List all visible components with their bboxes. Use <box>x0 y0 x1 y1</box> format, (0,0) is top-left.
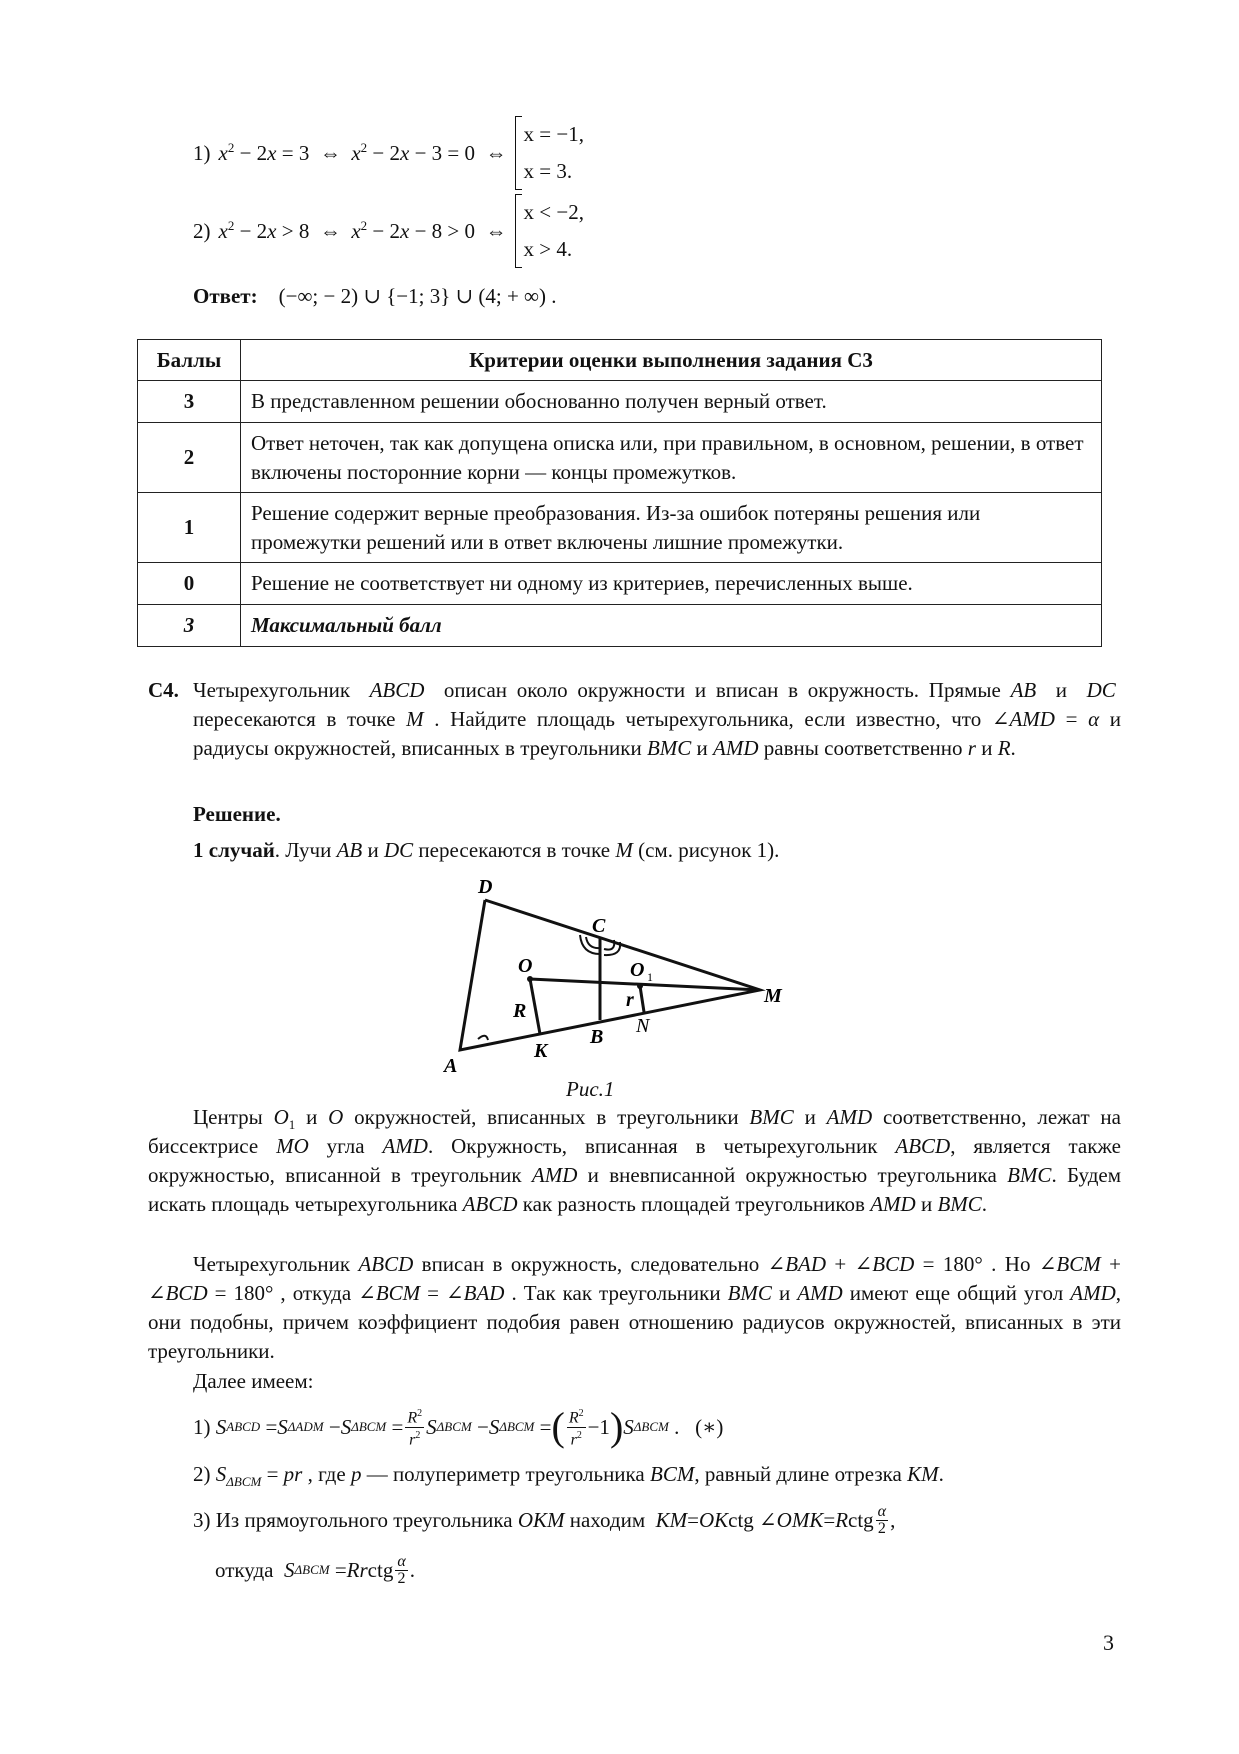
formula-2: 2) $S_{\Delta BCM}$ = pr , где p — полупериметр треугольника BCM, равный длине отрезка KM. <box>193 1462 944 1489</box>
table-row: 2 Ответ неточен, так как допущена описка или, при правильном, в основном, решении, в ответ включены посторонние корни — концы промежутков. <box>138 423 1102 493</box>
table-row: 1 Решение содержит верные преобразования. Из-за ошибок потеряны решения или промежутки решений или в ответ включены лишние промежутки. <box>138 493 1102 563</box>
radius-o1n <box>640 986 644 1012</box>
angle-a-arc <box>478 1036 488 1040</box>
table-header-row <box>138 340 1102 381</box>
header-criteria: Критерии оценки выполнения задания С3 <box>241 340 1102 381</box>
radius-ok <box>530 979 540 1034</box>
table-row: 0 Решение не соответствует ни одному из критериев, перечисленных выше. <box>138 563 1102 605</box>
bisector-mo <box>530 979 760 990</box>
angle-c-arc-2 <box>586 937 600 948</box>
label-a: A <box>444 1055 458 1077</box>
header-score: Баллы <box>138 340 241 381</box>
formula-4: откуда S ΔBCM = Rr ctg $\frac{\alpha}{2}$ . <box>215 1552 415 1587</box>
equation-2: 2) $x^2 - 2x > 8$ ⇔ $x^2 - 2x - 8 > 0$ ⇔ x < −2, x > 4. <box>193 193 584 269</box>
label-r-big: R <box>513 1000 527 1022</box>
figure-caption: Рис.1 <box>566 1077 615 1101</box>
label-b: B <box>590 1026 604 1048</box>
label-d: D <box>478 876 493 898</box>
label-o1-sub: 1 <box>647 970 653 984</box>
label-k: K <box>534 1040 548 1062</box>
table-row: 3 В представленном решении обоснованно получен верный ответ. <box>138 381 1102 423</box>
label-n: N <box>636 1015 650 1037</box>
system-2: x < −2, x > 4. <box>515 194 584 268</box>
label-c: C <box>592 915 606 937</box>
problem-label: С4. <box>148 678 179 702</box>
criteria-table <box>137 339 1102 647</box>
figure-1 <box>430 872 800 1078</box>
solution-heading: Решение. <box>193 802 281 826</box>
paragraph-similar: Четырехугольник ABCD вписан в окружность, следовательно ∠BAD + ∠BCD = 180° . Но ∠BCM + ∠BCD = 180° , откуда ∠BCM = ∠BAD . Так как треугольники BMC и AMD имеют еще общий угол AMD, они подобны, причем коэффициент подобия равен отношению радиусов окружностей, вписанных в эти треугольники. <box>148 1252 1121 1363</box>
point-o1 <box>637 983 643 989</box>
answer-line: Ответ: (−∞; − 2) ∪ {−1; 3} ∪ (4; + ∞) . <box>193 284 557 308</box>
formula-1: 1) S ABCD = S ΔADM − S ΔBCM = $\frac{R^2}{r^2}$ S ΔBCM − S ΔBCM = ( $\frac{R^2}{r^2}$ −1 ) S ΔBCM . (∗) <box>193 1404 724 1449</box>
label-o1: O <box>630 959 645 981</box>
equation-1: 1) $x^2 - 2x = 3$ ⇔ $x^2 - 2x - 3 = 0$ ⇔ x = −1, x = 3. <box>193 115 584 191</box>
label-m: M <box>764 985 782 1007</box>
page-number: 3 <box>1103 1630 1114 1655</box>
label-o: O <box>518 955 533 977</box>
label-r-small: r <box>626 989 634 1011</box>
triangle-amd <box>460 900 760 1050</box>
problem-statement: Четырехугольник ABCD описан около окружности и вписан в окружность. Прямые AB и DC пересекаются в точке M . Найдите площадь четырехугольника, если известно, что ∠AMD = α и радиусы окружностей, вписанных в треугольники BMC и AMD равны соответственно r и R. <box>193 678 1122 760</box>
further-line: Далее имеем: <box>193 1369 314 1393</box>
system-1: x = −1, x = 3. <box>515 116 584 190</box>
case-1-line: 1 случай. Лучи AB и DC пересекаются в точке M (см. рисунок 1). <box>193 838 780 862</box>
table-row-max: 3 Максимальный балл <box>138 605 1102 647</box>
paragraph-centers: Центры $O_1$ и O окружностей, вписанных в треугольники BMC и AMD соответственно, лежат на биссектрисе MO угла AMD. Окружность, вписанная в четырехугольник ABCD, является также окружностью, вписанной в треугольник AMD и вневписанной окружностью треугольника BMC. Будем искать площадь четырехугольника ABCD как разность площадей треугольников AMD и BMC. <box>148 1105 1122 1216</box>
formula-3: 3) Из прямоугольного треугольника OKM находим KM = OK ctg ∠ OMK = R ctg $\frac{\alpha}{2}$ , <box>193 1502 896 1537</box>
